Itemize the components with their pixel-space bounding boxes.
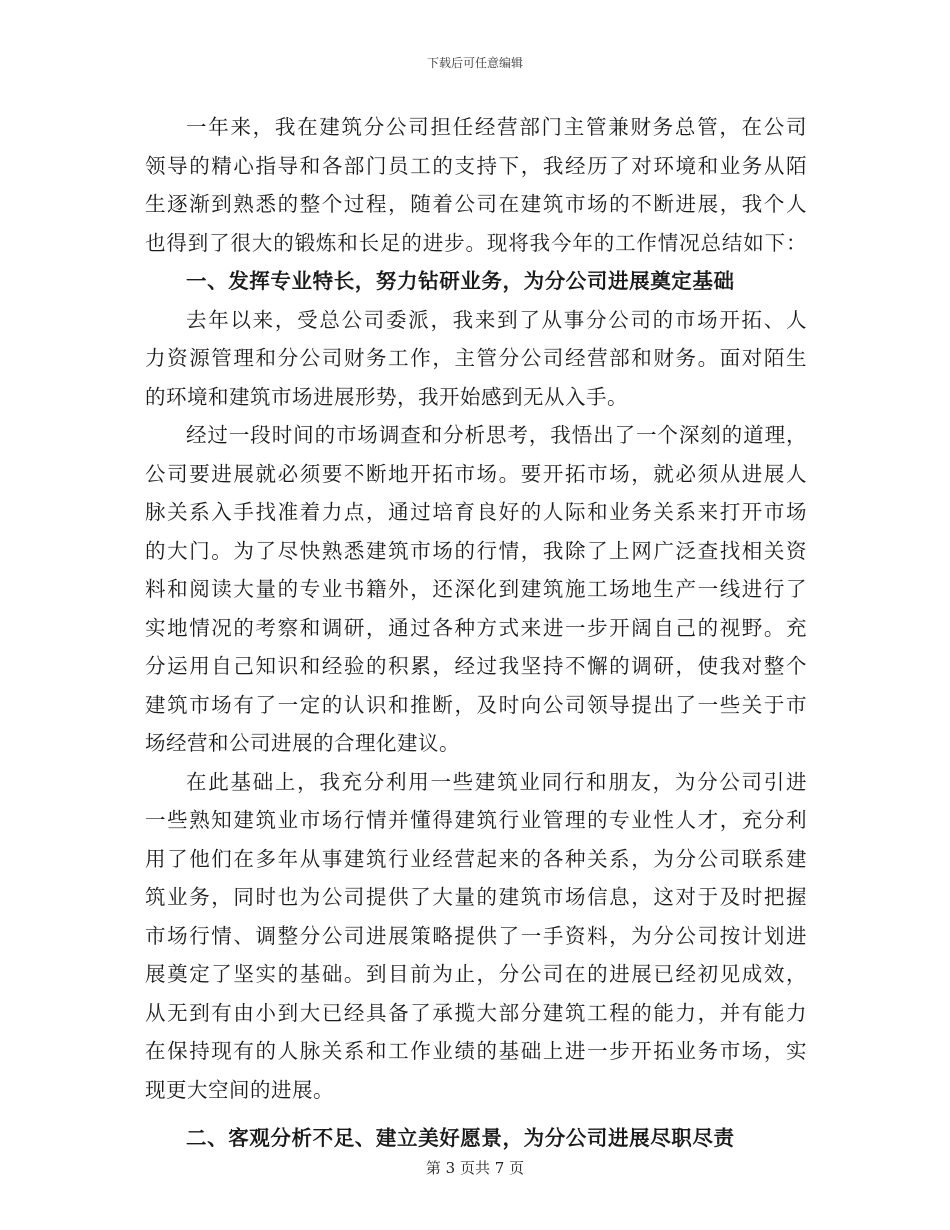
text-line: 用了他们在多年从事建筑行业经营起来的各种关系，为分公司联系建 bbox=[145, 846, 807, 871]
intro-paragraph bbox=[145, 108, 807, 262]
body-paragraph bbox=[145, 763, 807, 1110]
text-line: 料和阅读大量的专业书籍外，还深化到建筑施工场地生产一线进行了 bbox=[145, 577, 807, 601]
page-header: 下载后可任意编辑 bbox=[426, 56, 523, 70]
text-line: 生逐渐到熟悉的整个过程，随着公司在建筑市场的不断进展，我个人 bbox=[145, 192, 807, 216]
text-line: 领导的精心指导和各部门员工的支持下，我经历了对环境和业务从陌 bbox=[145, 153, 807, 178]
text-line: 展奠定了坚实的基础。到目前为止，分公司在的进展已经初见成效， bbox=[145, 962, 807, 986]
text-line: 市场行情、调整分公司进展策略提供了一手资料，为分公司按计划进 bbox=[145, 923, 807, 948]
text-line: 的大门。为了尽快熟悉建筑市场的行情，我除了上网广泛查找相关资 bbox=[145, 538, 807, 563]
text-line: 去年以来，受总公司委派，我来到了从事分公司的市场开拓、人 bbox=[186, 307, 807, 332]
text-line: 的环境和建筑市场进展形势，我开始感到无从入手。 bbox=[145, 384, 628, 409]
text-line: 脉关系入手找准着力点，通过培育良好的人际和业务关系来打开市场 bbox=[145, 500, 807, 524]
document-body bbox=[145, 108, 807, 1158]
body-paragraph bbox=[145, 416, 807, 763]
text-line: 场经营和公司进展的合理化建议。 bbox=[145, 731, 460, 755]
text-line: 一些熟知建筑业市场行情并懂得建筑行业管理的专业性人才，充分利 bbox=[145, 808, 807, 832]
text-line: 力资源管理和分公司财务工作，主管分公司经营部和财务。面对陌生 bbox=[145, 346, 807, 370]
text-line: 在此基础上，我充分利用一些建筑业同行和朋友，为分公司引进 bbox=[186, 769, 807, 794]
text-line: 现更大空间的进展。 bbox=[145, 1077, 334, 1102]
text-line: 从无到有由小到大已经具备了承揽大部分建筑工程的能力，并有能力 bbox=[145, 1000, 807, 1025]
section-heading-1: 一、发挥专业特长，努力钻研业务，为分公司进展奠定基础 bbox=[186, 269, 735, 293]
page-footer: 第 3 页共 7 页 bbox=[425, 1159, 525, 1177]
text-line: 筑业务，同时也为公司提供了大量的建筑市场信息，这对于及时把握 bbox=[145, 885, 807, 909]
text-line: 经过一段时间的市场调查和分析思考，我悟出了一个深刻的道理， bbox=[186, 423, 807, 447]
body-paragraph bbox=[145, 301, 807, 417]
text-line: 分运用自己知识和经验的积累，经过我坚持不懈的调研，使我对整个 bbox=[145, 654, 807, 678]
text-line: 公司要进展就必须要不断地开拓市场。要开拓市场，就必须从进展人 bbox=[145, 461, 807, 486]
text-line: 建筑市场有了一定的认识和推断，及时向公司领导提出了一些关于市 bbox=[145, 692, 807, 717]
text-line: 实地情况的考察和调研，通过各种方式来进一步开阔自己的视野。充 bbox=[145, 615, 807, 640]
section-heading-2: 二、客观分析不足、建立美好愿景，为分公司进展尽职尽责 bbox=[186, 1126, 735, 1150]
text-line: 也得到了很大的锻炼和长足的进步。现将我今年的工作情况总结如下： bbox=[145, 230, 807, 255]
text-line: 一年来，我在建筑分公司担任经营部门主管兼财务总管，在公司 bbox=[186, 115, 807, 139]
text-line: 在保持现有的人脉关系和工作业绩的基础上进一步开拓业务市场，实 bbox=[145, 1039, 807, 1063]
